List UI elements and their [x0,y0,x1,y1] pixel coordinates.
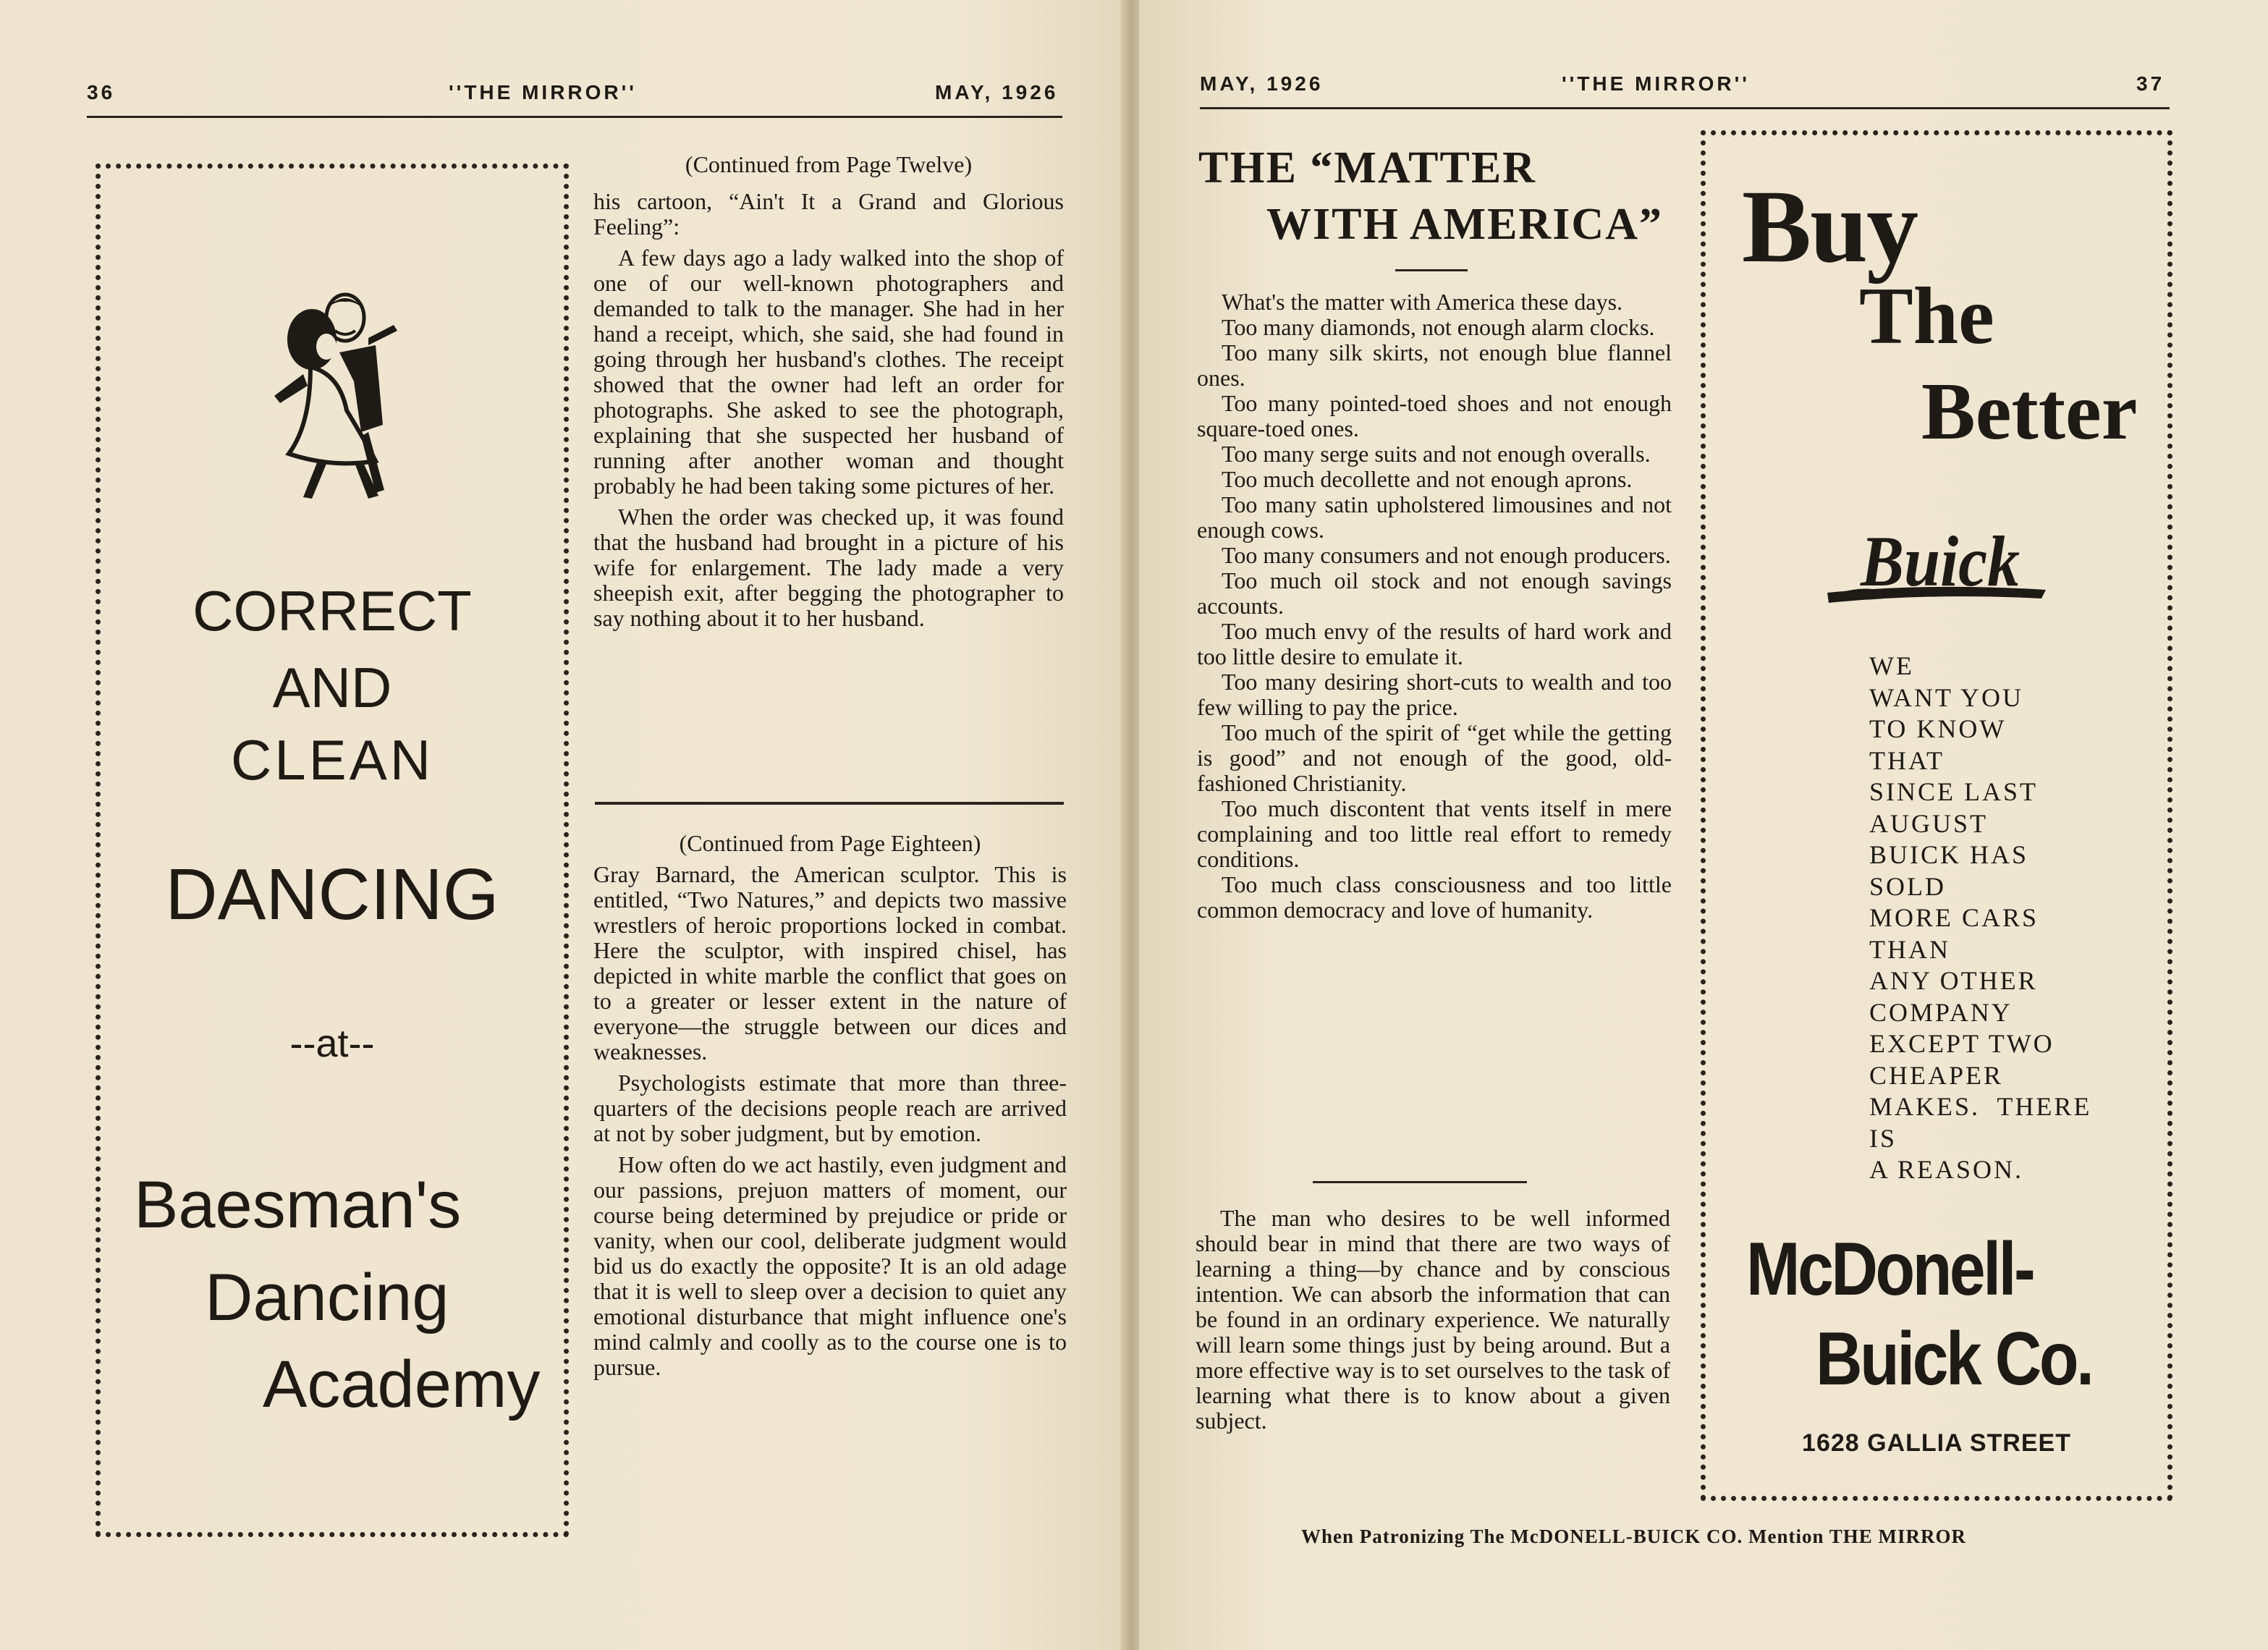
article1-paragraph: A few days ago a lady walked into the shop of one of our well-known photographers and demanded to talk to the manager. She had in her hand a receipt, which, she said, she had found in going through her husband's clothes. The receipt showed that the owner had left an order for photographs. She asked to see the photograph, explaining that she suspected her husband of running after another woman and thought probably he had been taking some pictures of her. [593,245,1064,499]
matter-line: Too many satin upholstered limousines and not enough cows. [1197,491,1672,543]
right-date: MAY, 1926 [1200,72,1324,95]
left-article-1 [593,152,1064,631]
article2-heading: (Continued from Page Eighteen) [679,830,981,856]
buick-message-line: WE [1869,651,1914,680]
right-page [1139,0,2268,1650]
ad-company-line1: McDonell- [1746,1227,2034,1311]
headline-line2: WITH AMERICA” [1266,200,1663,249]
buick-message-line: BUICK HAS [1869,840,2029,869]
matter-line: Too much class consciousness and too little common democracy and love of humanity. [1197,871,1672,923]
ad-the: The [1859,271,1994,361]
buick-message-line: EXCEPT TWO [1869,1029,2055,1058]
left-head-rule [87,116,1062,118]
ad-correct: CORRECT [192,579,472,643]
ad-at: --at-- [289,1022,375,1065]
right-footer: When Patronizing The McDONELL-BUICK CO. Mention THE MIRROR [1301,1526,1967,1547]
buick-message-line: THAN [1869,934,1950,964]
headline-rule [1395,269,1468,271]
matter-line: Too much discontent that vents itself in mere complaining and too little real effort to remedy conditions. [1197,795,1672,872]
matter-line: Too many consumers and not enough producers. [1222,542,1671,568]
ad-name-dancing: Dancing [205,1261,449,1334]
left-section-rule [595,802,1064,805]
informed-article [1196,1206,1670,1434]
ad-dancing: DANCING [165,854,499,935]
ad-name-academy: Academy [263,1348,541,1421]
matter-line: Too much oil stock and not enough savings accounts. [1197,567,1672,619]
left-page-number: 36 [87,81,116,103]
left-date: MAY, 1926 [935,81,1059,103]
left-running-head [87,78,1062,122]
right-head-rule [1200,107,2170,109]
article1-paragraph: his cartoon, “Ain't It a Grand and Glorious Feeling”: [593,188,1064,240]
buick-message-line: A REASON. [1869,1155,2024,1184]
right-running-title: ''THE MIRROR'' [1562,72,1750,95]
article1-heading: (Continued from Page Twelve) [685,151,973,177]
buick-message [1869,651,2091,1186]
buick-message-line: CHEAPER [1869,1060,2004,1090]
ad-company-line2: Buick Co. [1816,1317,2092,1401]
left-page [0,0,1129,1650]
left-article-2 [593,831,1067,1380]
ad-name-baesmans: Baesman's [134,1168,462,1242]
left-running-title: ''THE MIRROR'' [449,81,637,103]
matter-line: Too many desiring short-cuts to wealth and too few willing to pay the price. [1197,669,1672,720]
buick-message-line: AUGUST [1869,808,1989,838]
buick-message-line: SOLD [1869,871,1947,901]
right-page-number: 37 [2136,72,2165,95]
buick-logo-icon [1821,512,2053,620]
article2-paragraph: How often do we act hastily, even judgment and our passions, prejuon matters of moment, our course being determined by prejudice or pride or vanity, when our cool, deliberate judgment would bid us do exactly the opposite? It is an old adage that it is well to sleep over a decision to quiet any emotional disturbance that might influence one's mind calmly and coolly as to the course one is to pursue. [593,1151,1067,1380]
buick-ad [1701,130,2172,1501]
buick-message-line: TO KNOW [1869,714,2007,743]
informed-paragraph: The man who desires to be well informed should bear in mind that there are two ways of learning a thing—by chance and by conscious intention. We can absorb the information that can be found in an ordinary experience. We naturally will learn some things just by being around. But a more effective way is to set ourselves to the task of learning what there is to know about a given subject. [1196,1205,1670,1434]
matter-line: Too many silk skirts, not enough blue flannel ones. [1197,339,1672,391]
buick-message-line: ANY OTHER [1869,966,2038,995]
buick-message-line: MORE CARS [1869,903,2039,932]
matter-article [1197,289,1672,923]
buick-message-line: COMPANY [1869,997,2013,1027]
right-section-rule [1313,1181,1527,1183]
dancing-couple-illustration [260,287,405,504]
matter-line: Too much of the spirit of “get while the getting is good” and not enough of the good, old-fashioned Christianity. [1197,719,1672,796]
matter-line: Too many serge suits and not enough overalls. [1222,441,1651,467]
buick-message-line: WANT YOU [1869,682,2023,712]
baesman-ad [96,164,569,1537]
matter-line: Too much decollette and not enough aprons. [1222,466,1633,492]
right-running-head [1200,69,2170,113]
matter-line: What's the matter with America these days. [1222,289,1623,315]
ad-address: 1628 GALLIA STREET [1802,1429,2071,1457]
ad-better: Better [1921,367,2138,457]
matter-line: Too many diamonds, not enough alarm clocks. [1222,314,1655,340]
buick-message-line: MAKES. THERE [1869,1092,2092,1121]
ad-and: AND [272,656,392,719]
headline-line1: THE “MATTER [1198,143,1536,192]
buick-logo-text: Buick [1860,521,2020,601]
ad-buy: Buy [1742,169,1918,284]
article2-paragraph: Gray Barnard, the American sculptor. This is entitled, “Two Natures,” and depicts two massive wrestlers of heroic proportions locked in combat. Here the sculptor, with inspired chisel, has depicted in white marble the conflict that goes on to a greater or lesser extent in the nature of everyone—the struggle between our dices and weaknesses. [593,861,1067,1065]
buick-message-line: THAT [1869,745,1945,775]
article2-paragraph: Psychologists estimate that more than three-quarters of the decisions people reach are arrived at not by sober judgment, but by emotion. [593,1070,1067,1146]
matter-line: Too much envy of the results of hard work and too little desire to emulate it. [1197,618,1672,669]
buick-message-line: IS [1869,1123,1897,1153]
ad-clean: CLEAN [230,728,434,792]
article1-paragraph: When the order was checked up, it was found that the husband had brought in a picture of his wife for enlargement. The lady made a very sheepish exit, after begging the photographer to say nothing about it to her husband. [593,504,1064,631]
matter-line: Too many pointed-toed shoes and not enough square-toed ones. [1197,390,1672,441]
buick-message-line: SINCE LAST [1869,777,2039,806]
